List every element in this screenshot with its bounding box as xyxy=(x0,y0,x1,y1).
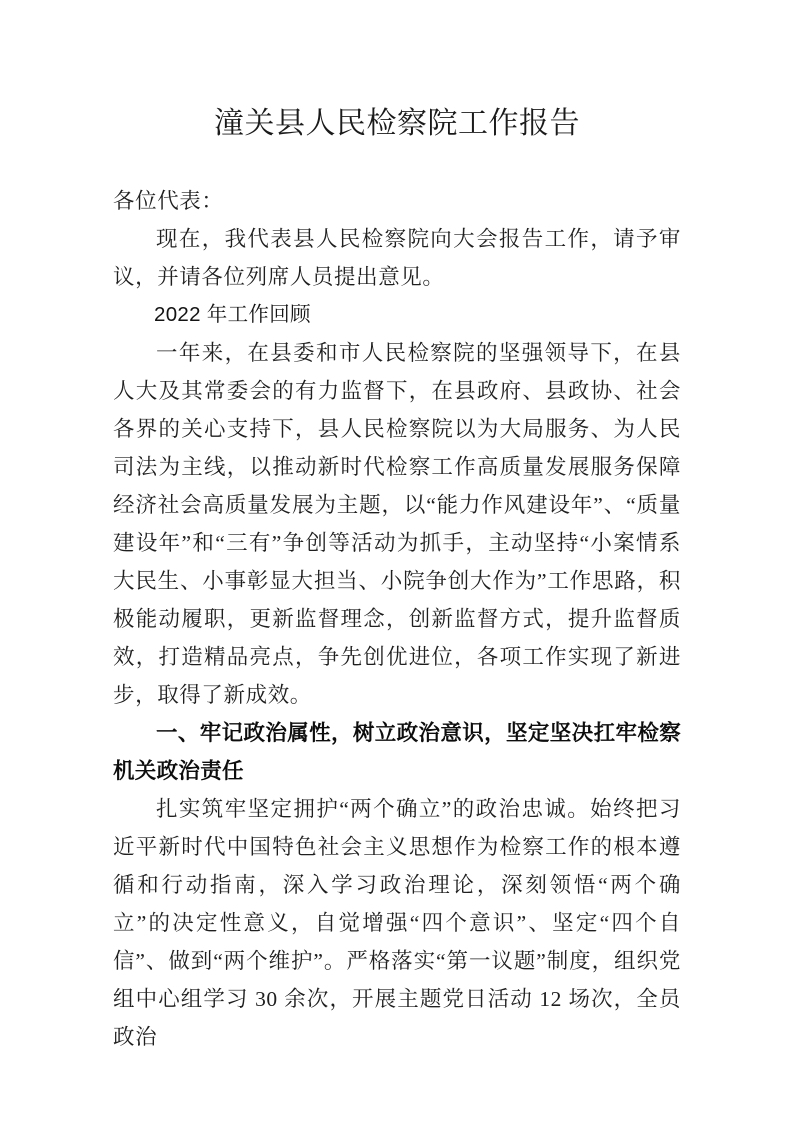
title-spacer xyxy=(113,144,681,182)
page-title: 潼关县人民检察院工作报告 xyxy=(214,107,580,140)
intro-paragraph: 现在，我代表县人民检察院向大会报告工作，请予审议，并请各位列席人员提出意见。 xyxy=(113,227,681,289)
salutation-text: 各位代表： xyxy=(113,189,224,213)
document-content xyxy=(113,0,681,1056)
section-one-heading: 一、牢记政治属性，树立政治意识，坚定坚决扛牢检察机关政治责任 xyxy=(113,721,681,783)
section-one-paragraph: 扎实筑牢坚定拥护“两个确立”的政治忠诚。始终把习近平新时代中国特色社会主义思想作为检察工作的根本遵循和行动指南，深入学习政治理论，深刻领悟“两个确立”的决定性意义，自觉增强“四个意识”、坚定“四个自信”、做到“两个维护”。严格落实“第一议题”制度，组织党组中心组学习 30 余次，开展主题党日活动 12 场次，全员政治 xyxy=(113,797,681,1049)
work-review-paragraph: 一年来，在县委和市人民检察院的坚强领导下，在县人大及其常委会的有力监督下，在县政府、县政协、社会各界的关心支持下，县人民检察院以为大局服务、为人民司法为主线，以推动新时代检察工作高质量发展服务保障经济社会高质量发展为主题，以“能力作风建设年”、“质量建设年”和“三有”争创等活动为抓手，主动坚持“小案情系大民生、小事彰显大担当、小院争创大作为”工作思路，积极能动履职，更新监督理念，创新监督方式，提升监督质效，打造精品亮点，争先创优进位，各项工作实现了新进步，取得了新成效。 xyxy=(113,341,681,707)
subheading-2022-work-review: 2022 年工作回顾 xyxy=(154,303,311,326)
